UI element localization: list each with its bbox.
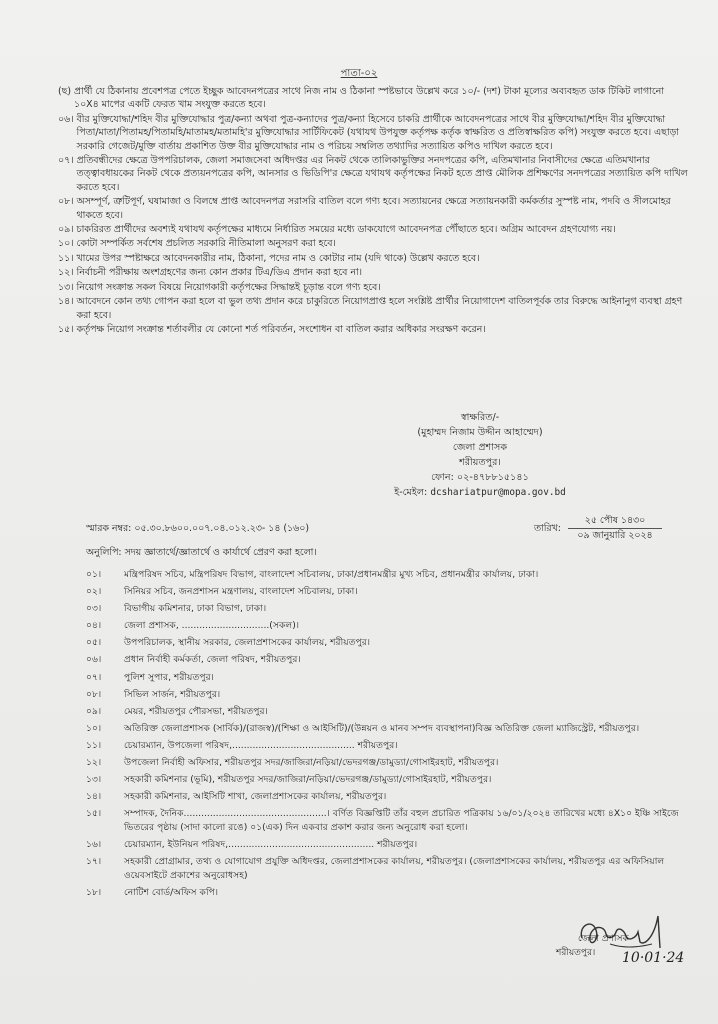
copy-number: ১৪। (86, 791, 102, 803)
copy-text: মন্ত্রিপরিষদ সচিব, মন্ত্রিপরিষদ বিভাগ, বাংলাদেশ সচিবালয়, ঢাকা/প্রধানমন্ত্রীর মুখ্য সচিব, প্রধানমন্ত্রীর কার্যালয়, ঢাকা। (124, 569, 539, 580)
email-label: ই-মেইল: (394, 487, 428, 498)
copy-item (86, 688, 696, 702)
term-number: (ছ) (58, 86, 71, 97)
date-label: তারিখ: (534, 523, 561, 534)
handwritten-date: 10·01·24 (622, 950, 685, 966)
term-text: অসম্পূর্ণ, ত্রুটিপূর্ণ, ঘষামাজা ও বিলম্বে প্রাপ্ত আবেদনপত্র সরাসরি বাতিল বলে গণ্য হবে। সত্যায়নের ক্ষেত্রে সত্যায়নকারী কর্মকর্তার সুস্পষ্ট নাম, পদবি ও সীলমোহর থাকতে হবে। (76, 196, 671, 221)
signatory-phone: ফোন: ০২-৪৭৮৮১৫১৪১ (431, 472, 529, 483)
copy-item (86, 807, 696, 834)
term-item (58, 85, 688, 112)
copy-number: ০৬। (86, 654, 102, 666)
term-item (58, 154, 688, 194)
term-item (58, 223, 688, 236)
term-number: ০৮। (58, 196, 74, 208)
term-number: ১৩। (58, 281, 74, 293)
copy-number: ০৯। (86, 705, 102, 717)
copy-number: ০১। (86, 569, 102, 580)
signatory-designation: জেলা প্রশাসক (452, 442, 508, 453)
copy-item (86, 585, 696, 599)
term-number: ১৪। (58, 296, 74, 308)
copy-number: ১৬। (86, 839, 102, 850)
email-address: dcshariatpur@mopa.gov.bd (430, 487, 566, 498)
copy-item (86, 722, 696, 736)
date-bangla: ২৫ পৌষ ১৪৩০ (568, 514, 662, 529)
term-text: প্রার্থী যে ঠিকানায় প্রবেশপত্র পেতে ইচ্ছুক আবেদনপত্রের সাথে নিজ নাম ও ঠিকানা স্পষ্টভাবে উল্লেখ করে ১০/- (দশ) টাকা মূল্যের অব্যবহৃত ডাক টিকিট লাগানো ১০X৪ মাপের একটি ফেরত খাম সংযুক্ত করতে হবে। (73, 86, 664, 111)
term-text: কর্তৃপক্ষ নিয়োগ সংক্রান্ত শর্তাবলীর যে কোনো শর্ত পরিবর্তন, সংশোধন বা বাতিল করার অধিকার সংরক্ষণ করেন। (76, 323, 486, 335)
signatory-district: শরীয়তপুর। (459, 457, 501, 468)
copy-text: সহকারী কমিশনার (ভূমি), শরীয়তপুর সদর/জাজিরা/নড়িয়া/ভেদরগঞ্জ/ডামুড্যা/গোসাইরহাট, শরীয়তপুর। (124, 774, 492, 786)
copy-text: সম্পাদক, দৈনিক.................................................। বর্ণিত বিজ্ঞপ্তিটি তাঁর বহুল প্রচারিত পত্রিকায় ১৬/০১/২০২৪ তারিখের মধ্যে ৪X১০ ইঞ্চি সাইজে ভিতরের পৃষ্ঠায় (সাদা কালো রঙে) ০১(এক) দিন একবার প্রকাশ করার জন্য অনুরোধ করা হলো। (124, 808, 679, 833)
term-item (58, 195, 688, 222)
copy-text: প্রধান নির্বাহী কর্মকর্তা, জেলা পরিষদ, শরীয়তপুর। (124, 654, 301, 666)
copy-text: সহকারী প্রোগ্রামার, তথ্য ও যোগাযোগ প্রযুক্তি অধিদপ্তর, জেলাপ্রশাসকের কার্যালয়, শরীয়তপুর। (জেলাপ্রশাসকের কার্যালয়, শরীয়তপুর এর অফিসিয়াল ওয়েবসাইটে প্রকাশের অনুরোধসহ) (124, 856, 665, 881)
date-gregorian: ০৯ জানুয়ারি ২০২৪ (577, 530, 653, 541)
term-text: আবেদনে কোন তথ্য গোপন করা হলে বা ভুল তথ্য প্রদান করে চাকুরিতে নিয়োগপ্রাপ্ত হলে সংশ্লিষ্ট প্রার্থীর নিয়োগাদেশ বাতিলপূর্বক তার বিরুদ্ধে আইনানুগ ব্যবস্থা গ্রহণ করা হবে। (76, 296, 683, 321)
copy-item (86, 790, 696, 804)
copy-text: সিভিল সার্জন, শরীয়তপুর। (124, 688, 221, 700)
term-item (58, 237, 688, 250)
term-item (58, 295, 688, 322)
copy-number: ১০। (86, 722, 102, 734)
copy-number: ১৮। (86, 886, 102, 898)
final-district: শরীয়তপুর। (556, 948, 596, 958)
copy-item (86, 855, 696, 882)
copy-intro: অনুলিপি: সদয় জ্ঞাতার্থে/জ্ঞাতার্থে ও কার্যার্থে প্রেরণ করা হলো। (86, 547, 317, 558)
copy-number: ০৩। (86, 603, 102, 615)
copy-item (86, 636, 696, 650)
term-number: ০৬। (58, 113, 74, 125)
term-item (58, 323, 688, 336)
copy-list (86, 568, 696, 903)
copy-item (86, 671, 696, 685)
term-item (58, 252, 688, 265)
copy-text: উপজেলা নির্বাহী অফিসার, শরীয়তপুর সদর/জাজিরা/নড়িয়া/ভেদরগঞ্জ/ডামুড্যা/গোসাইরহাট, শরীয়তপুর। (124, 757, 499, 769)
copy-item (86, 838, 696, 852)
signatory-name: (মুহাম্মদ নিজাম উদ্দীন আহাম্মেদ) (417, 427, 543, 438)
copy-number: ১৫। (86, 808, 102, 820)
term-number: ১০। (58, 238, 74, 250)
term-text: নিয়োগ সংক্রান্ত সকল বিষয়ে নিয়োগকারী কর্তৃপক্ষের সিদ্ধান্তই চূড়ান্ত বলে গণ্য হবে। (76, 281, 381, 293)
copy-item (86, 568, 696, 582)
term-text: চাকরিরত প্রার্থীদের অবশ্যই যথাযথ কর্তৃপক্ষের মাধ্যমে নির্ধারিত সময়ের মধ্যে ডাকযোগে আবেদনপত্র পৌঁছাতে হবে। অগ্রিম আবেদন গ্রহণযোগ্য নয়। (76, 224, 616, 236)
copy-text: উপপরিচালক, স্থানীয় সরকার, জেলাপ্রশাসকের কার্যালয়, শরীয়তপুর। (124, 637, 371, 649)
page-number: পাতা-০২ (340, 68, 378, 79)
terms-list (58, 85, 688, 337)
term-item (58, 113, 688, 153)
copy-number: ১২। (86, 757, 102, 769)
term-text: খামের উপর স্পষ্টাক্ষরে আবেদনকারীর নাম, ঠিকানা, পদের নাম ও কোটার নাম (যদি থাকে) উল্লেখ করতে হবে। (76, 252, 480, 264)
copy-number: ০৮। (86, 688, 102, 700)
signatory-block (340, 410, 620, 500)
copy-number: ১১। (86, 739, 102, 751)
term-text: নির্বাচনী পরীক্ষায় অংশগ্রহণের জন্য কোন প্রকার টিএ/ডিএ প্রদান করা হবে না। (76, 267, 363, 279)
term-number: ১১। (58, 252, 74, 264)
copy-item (86, 886, 696, 900)
copy-item (86, 739, 696, 753)
copy-item (86, 653, 696, 667)
copy-item (86, 705, 696, 719)
term-number: ০৯। (58, 224, 74, 236)
copy-item (86, 602, 696, 616)
copy-text: জেলা প্রশাসক, ..............................(সকল)। (124, 620, 300, 632)
term-item (58, 281, 688, 294)
copy-text: সিনিয়র সচিব, জনপ্রশাসন মন্ত্রণালয়, বাংলাদেশ সচিবালয়, ঢাকা। (124, 586, 358, 598)
signed-mark: স্বাক্ষরিত/- (460, 412, 500, 423)
copy-text: পুলিশ সুপার, শরীয়তপুর। (124, 671, 214, 683)
date-block (568, 514, 662, 542)
copy-number: ০২। (86, 586, 102, 598)
copy-text: নোটিশ বোর্ড/অফিস কপি। (124, 886, 219, 898)
copy-item (86, 619, 696, 633)
term-number: ১২। (58, 267, 74, 279)
term-text: কোটা সম্পর্কিত সর্বশেষ প্রচলিত সরকারি নীতিমালা অনুসরণ করা হবে। (76, 238, 336, 250)
copy-text: মেয়র, শরীয়তপুর পৌরসভা, শরীয়তপুর। (124, 705, 268, 717)
copy-text: চেয়ারম্যান, উপজেলা পরিষদ,.......................................... শরীয়তপুর। (124, 739, 398, 751)
copy-number: ০৭। (86, 671, 102, 683)
copy-number: ০৪। (86, 620, 102, 632)
copy-item (86, 773, 696, 787)
term-item (58, 266, 688, 279)
term-text: প্রতিবন্ধীদের ক্ষেত্রে উপপরিচালক, জেলা সমাজসেবা অধিদপ্তর এর নিকট থেকে তালিকাভুক্তির সনদপত্রের কপি, এতিমখানার নিবাসীদের ক্ষেত্রে এতিমখানার তত্ত্বাবধায়কের নিকট থেকে প্রত্যয়নপত্রের কপি, আনসার ও ভিডিপি'র ক্ষেত্রে যথাযথ কর্তৃপক্ষের নিকট হতে প্রাপ্ত মৌলিক প্রশিক্ষণের সনদপত্রের সত্যায়িত কপি দাখিল করতে হবে। (76, 155, 688, 193)
copy-text: অতিরিক্ত জেলাপ্রশাসক (সার্বিক)/(রাজস্ব)/(শিক্ষা ও আইসিটি)/(উন্নয়ন ও মানব সম্পদ ব্যবস্থাপনা)বিজ্ঞ অতিরিক্ত জেলা ম্যাজিস্ট্রেট, শরীয়তপুর। (124, 722, 640, 734)
copy-text: চেয়ারম্যান, ইউনিয়ন পরিষদ,.................................................. শরীয়তপুর। (124, 839, 418, 850)
final-designation: জেলা প্রশাসক (578, 934, 629, 944)
copy-number: ০৫। (86, 637, 102, 649)
signatory-email-line (340, 485, 620, 500)
copy-item (86, 756, 696, 770)
memo-number-line (86, 521, 309, 536)
copy-number: ১৩। (86, 774, 102, 786)
copy-text: বিভাগীয় কমিশনার, ঢাকা বিভাগ, ঢাকা। (124, 603, 267, 615)
memo-label: স্মারক নম্বর: (86, 523, 132, 534)
term-text: বীর মুক্তিযোদ্ধা/শহিদ বীর মুক্তিযোদ্ধার পুত্র/কন্যা অথবা পুত্র-কন্যাদের পুত্র/কন্যা হিসেবে চাকরি প্রার্থীকে আবেদনপত্রের সাথে বীর মুক্তিযোদ্ধা/শহিদ বীর মুক্তিযোদ্ধা পিতা/মাতা/পিতামহ/পিতামহি/মাতামহ/মতামহি'র মুক্তিযোদ্ধার সার্টিফিকেট (যথাযথ উপযুক্ত কর্তৃপক্ষ কর্তৃক স্বাক্ষরিত ও প্রতিস্বাক্ষরিত কপি) সংযুক্ত করতে হবে। এছাড়া সরকারি গেজেট/মুক্তি বার্তায় প্রকাশিত উক্ত বীর মুক্তিযোদ্ধার নাম ও পরিচয় সম্বলিত তথ্যাদির সত্যায়িত কপিও দাখিল করতে হবে। (76, 113, 679, 152)
memo-number: ০৫.৩০.৮৬০০.০০৭.০৪.০১২.২৩- ১৪ (১৬০) (134, 523, 309, 534)
term-number: ০৭। (58, 155, 74, 167)
term-number: ১৫। (58, 323, 74, 335)
copy-text: সহকারী কমিশনার, আইসিটি শাখা, জেলাপ্রশাসকের কার্যালয়, শরীয়তপুর। (124, 791, 387, 803)
copy-number: ১৭। (86, 856, 102, 868)
